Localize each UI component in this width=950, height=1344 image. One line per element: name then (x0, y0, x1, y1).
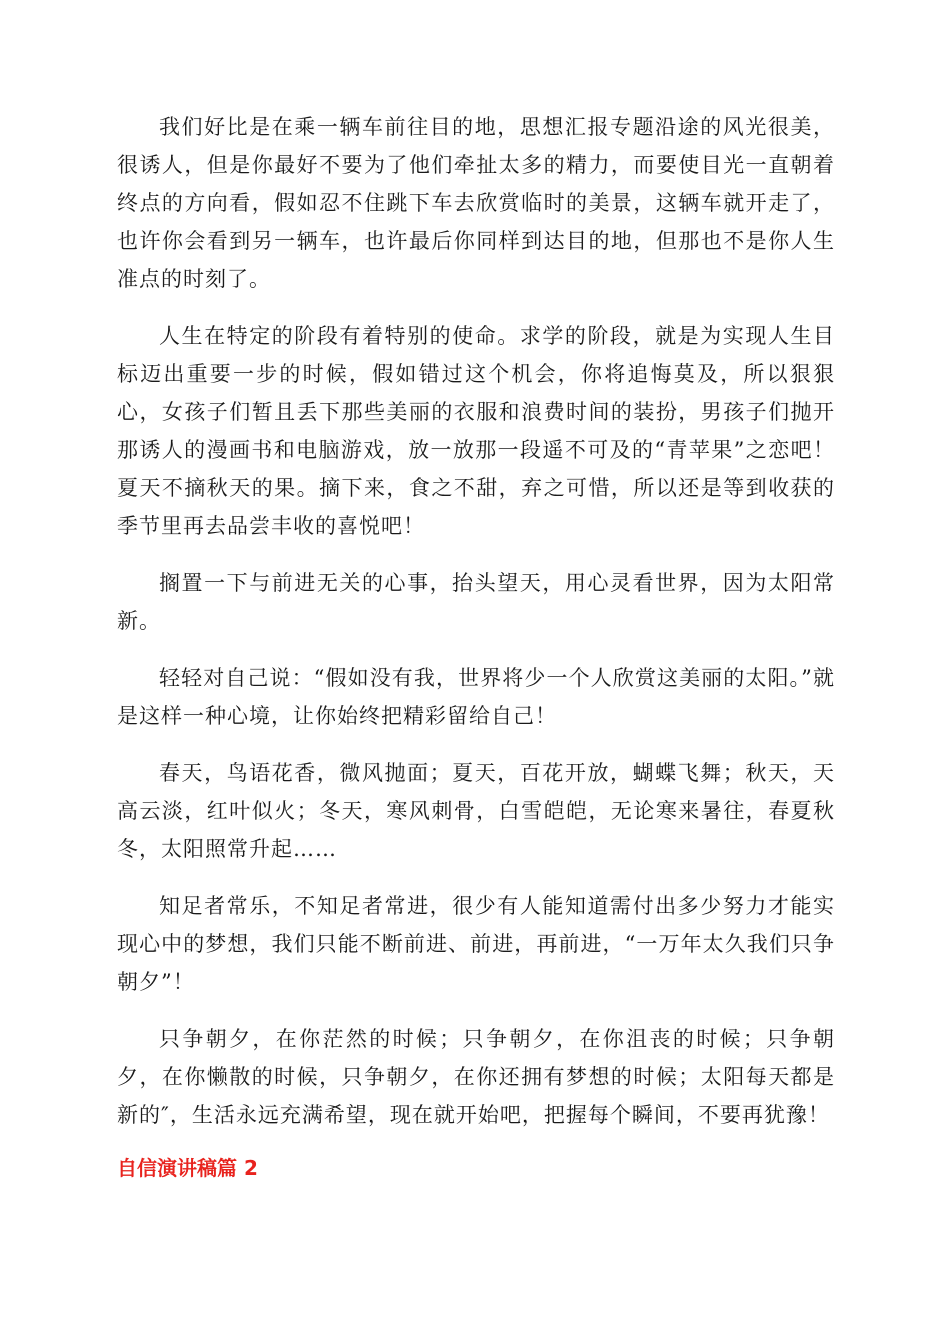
document-body (117, 108, 835, 1183)
paragraph-2: 人生在特定的阶段有着特别的使命。求学的阶段，就是为实现人生目标迈出重要一步的时候，假如错过这个机会，你将追悔莫及，所以狠狠心，女孩子们暂且丢下那些美丽的衣服和浪费时间的装扮，男孩子们抛开那诱人的漫画书和电脑游戏，放一放那一段遥不可及的“青苹果”之恋吧！夏天不摘秋天的果。摘下来，食之不甜，弃之可惜，所以还是等到收获的季节里再去品尝丰收的喜悦吧！ (117, 324, 835, 538)
paragraph-7: 只争朝夕，在你茫然的时候；只争朝夕，在你沮丧的时候；只争朝夕，在你懒散的时候，只争朝夕，在你还拥有梦想的时候；太阳每天都是新的″，生活永远充满希望，现在就开始吧，把握每个瞬间，不要再犹豫！ (117, 1027, 835, 1127)
paragraph-3: 搁置一下与前进无关的心事，抬头望天，用心灵看世界，因为太阳常新。 (117, 571, 835, 633)
section-heading: 自信演讲稿篇 2 (117, 1156, 258, 1180)
paragraph-6: 知足者常乐，不知足者常进，很少有人能知道需付出多少努力才能实现心中的梦想，我们只能不断前进、前进，再前进，“一万年太久我们只争朝夕”！ (117, 894, 835, 994)
paragraph-1: 我们好比是在乘一辆车前往目的地，思想汇报专题沿途的风光很美，很诱人，但是你最好不要为了他们牵扯太多的精力，而要使目光一直朝着终点的方向看，假如忍不住跳下车去欣赏临时的美景，这辆车就开走了，也许你会看到另一辆车，也许最后你同样到达目的地，但那也不是你人生准点的时刻了。 (117, 115, 835, 291)
paragraph-4: 轻轻对自己说：“假如没有我，世界将少一个人欣赏这美丽的太阳。”就是这样一种心境，让你始终把精彩留给自己！ (117, 666, 835, 728)
paragraph-5: 春天，鸟语花香，微风抛面；夏天，百花开放，蝴蝶飞舞；秋天，天高云淡，红叶似火；冬天，寒风刺骨，白雪皑皑，无论寒来暑往，春夏秋冬，太阳照常升起…… (117, 761, 835, 861)
